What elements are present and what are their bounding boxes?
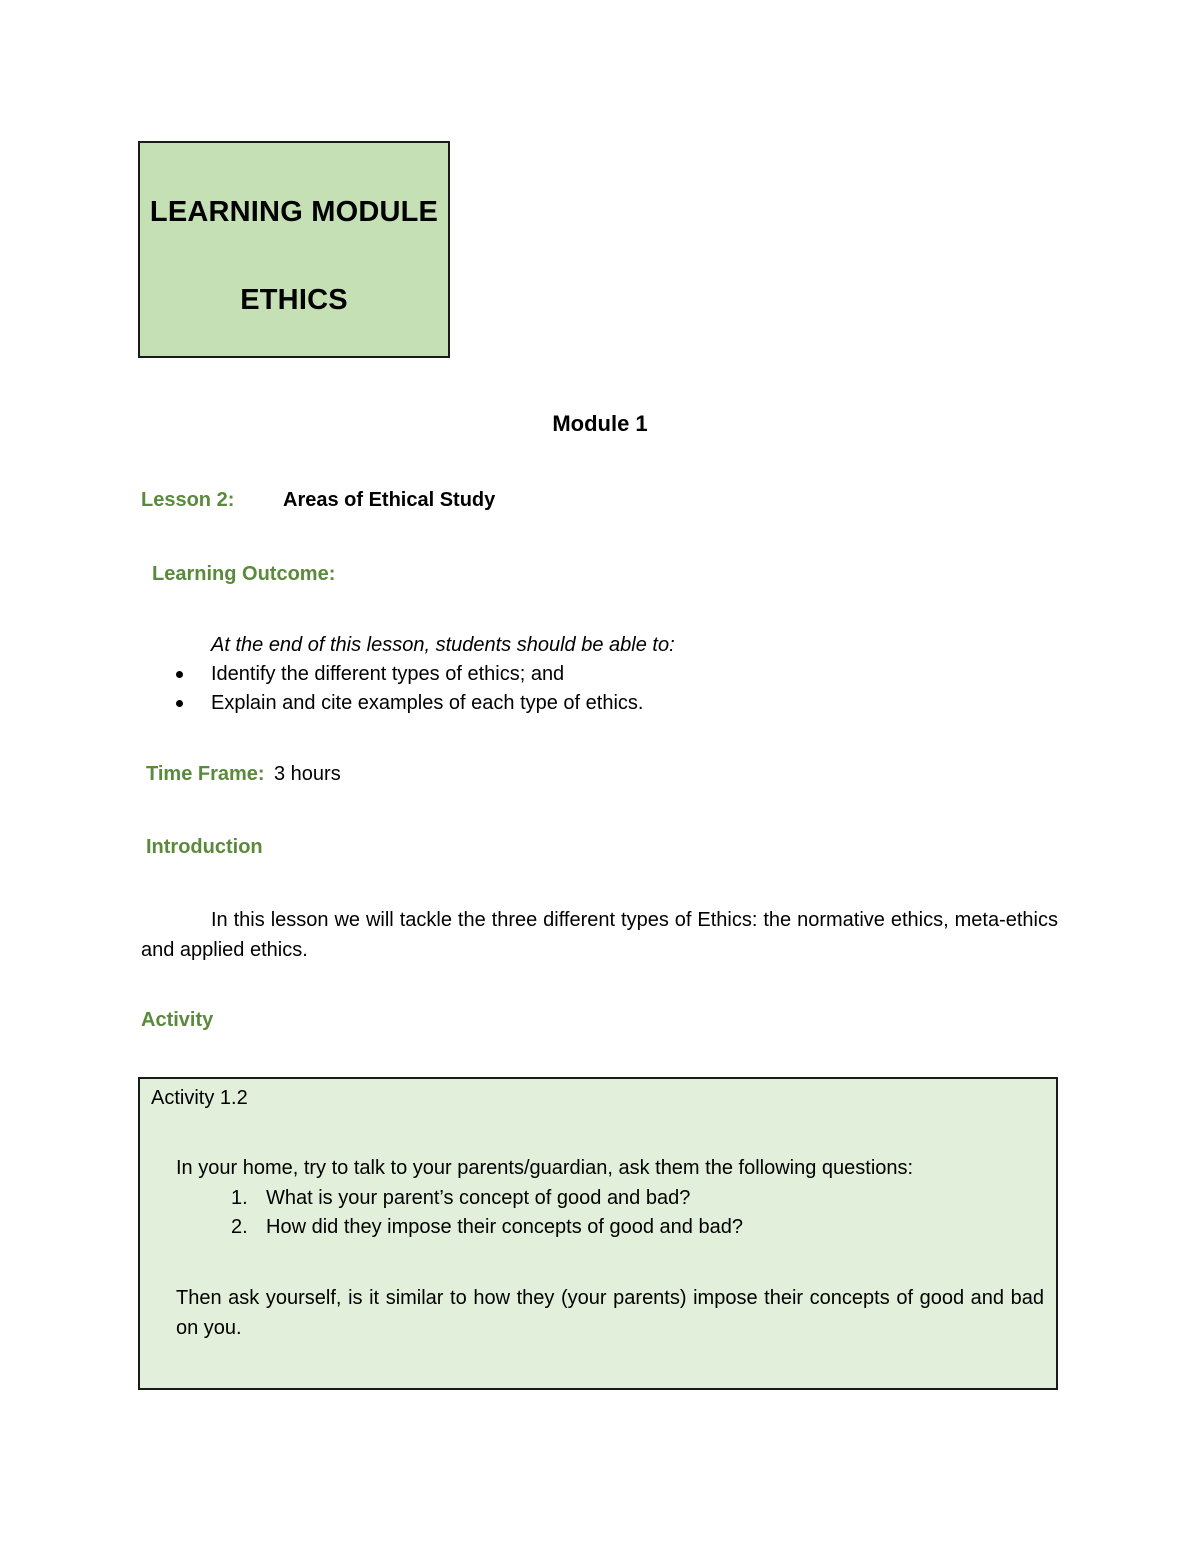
list-item-text: Identify the different types of ethics; and [211, 663, 565, 685]
list-item [170, 661, 643, 690]
list-item [228, 1214, 743, 1243]
introduction-label: Introduction [146, 836, 263, 858]
activity-box-title: Activity 1.2 [151, 1087, 248, 1109]
module-title-box [138, 141, 450, 358]
time-frame-label: Time Frame: [146, 763, 265, 785]
learning-outcome-label: Learning Outcome: [152, 563, 336, 585]
bullet-icon [176, 671, 183, 678]
introduction-paragraph: In this lesson we will tackle the three different types of Ethics: the normative ethics, meta-ethics and applied ethics. [141, 909, 1058, 961]
list-item-text: What is your parent’s concept of good and bad? [266, 1187, 691, 1209]
module-heading: Module 1 [552, 411, 648, 436]
module-title-line-1: LEARNING MODULE [149, 196, 439, 228]
list-item-text: How did they impose their concepts of good and bad? [266, 1216, 743, 1238]
activity-question-list [228, 1185, 743, 1243]
activity-instruction: In your home, try to talk to your parents/guardian, ask them the following questions: [176, 1157, 914, 1179]
bullet-icon [176, 700, 183, 707]
activity-box [138, 1077, 1058, 1390]
activity-closing-text: Then ask yourself, is it similar to how they (your parents) impose their concepts of good and bad on you. [176, 1287, 1044, 1339]
list-item-number: 2. [231, 1216, 248, 1238]
list-item [170, 690, 643, 719]
lesson-title: Areas of Ethical Study [283, 489, 496, 511]
list-item-number: 1. [231, 1187, 248, 1209]
time-frame-value: 3 hours [274, 763, 341, 785]
module-title-line-2: ETHICS [240, 284, 348, 316]
list-item-text: Explain and cite examples of each type of ethics. [211, 692, 644, 714]
list-item [228, 1185, 743, 1214]
learning-outcome-list [170, 661, 643, 719]
lesson-label: Lesson 2: [141, 489, 235, 511]
learning-outcome-intro: At the end of this lesson, students should be able to: [211, 634, 675, 656]
activity-label: Activity [141, 1009, 214, 1031]
